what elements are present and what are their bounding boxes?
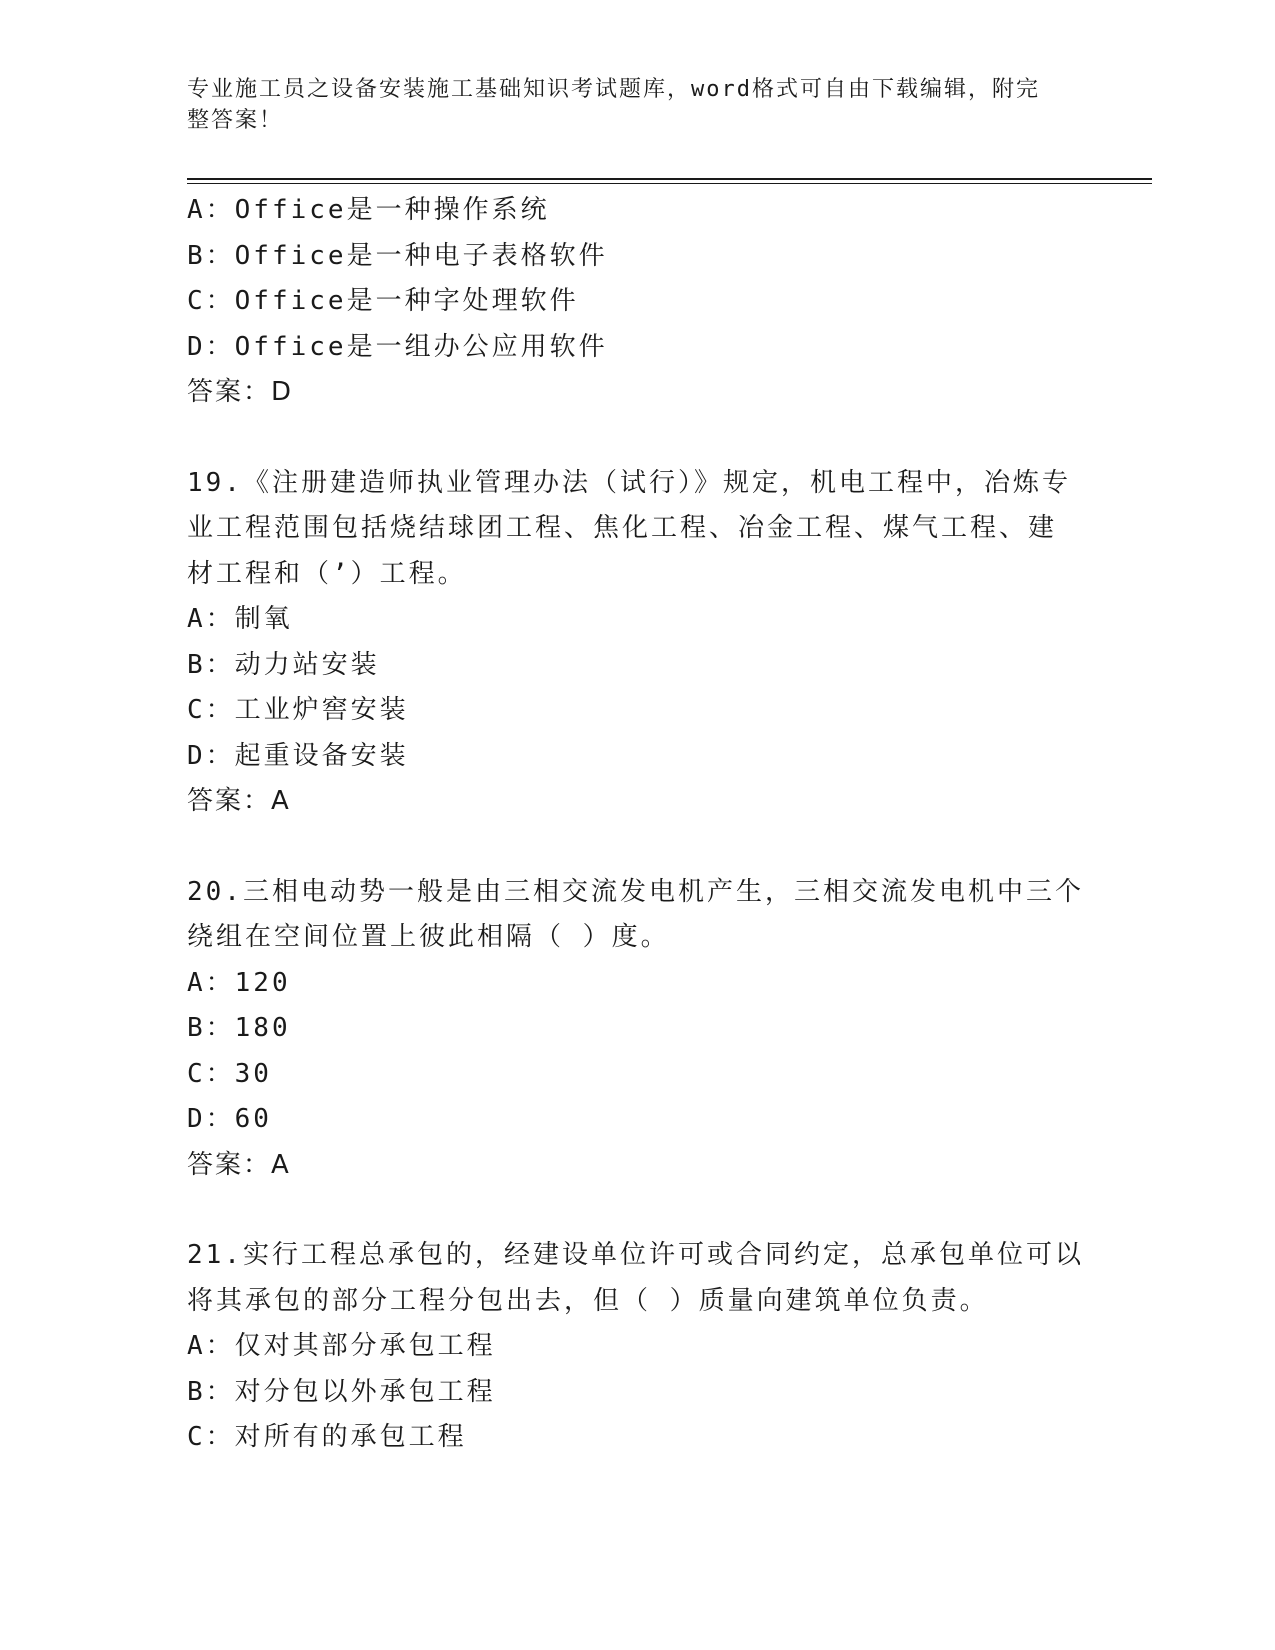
question-text-line: 19.《注册建造师执业管理办法（试行）》规定，机电工程中，冶炼专 <box>187 467 1071 498</box>
question-text-line: 材工程和（’）工程。 <box>187 558 467 589</box>
option-d: D：起重设备安装 <box>187 740 409 771</box>
answer: 答案：A <box>187 786 291 816</box>
option-d: D：Office是一组办公应用软件 <box>187 331 608 362</box>
spacer <box>187 825 1087 870</box>
option-a: A：120 <box>187 967 291 998</box>
question-content <box>187 188 1087 1461</box>
question-text-line: 20.三相电动势一般是由三相交流发电机产生，三相交流发电机中三个 <box>187 876 1084 907</box>
answer: 答案：D <box>187 377 294 407</box>
option-b: B：Office是一种电子表格软件 <box>187 240 608 271</box>
option-d: D：60 <box>187 1104 272 1134</box>
question-text-line: 将其承包的部分工程分包出去，但（ ）质量向建筑单位负责。 <box>187 1285 989 1316</box>
question-text-line: 绕组在空间位置上彼此相隔（ ）度。 <box>187 922 670 952</box>
document-header <box>187 74 1067 136</box>
option-a: A：制氧 <box>187 604 293 634</box>
option-b: B：对分包以外承包工程 <box>187 1376 496 1407</box>
question-18-block <box>187 188 1087 416</box>
question-text-line: 业工程范围包括烧结球团工程、焦化工程、冶金工程、煤气工程、建 <box>187 513 1058 543</box>
option-c: C：工业炉窖安装 <box>187 695 409 725</box>
header-divider-thick <box>187 178 1152 180</box>
option-a: A：Office是一种操作系统 <box>187 195 550 225</box>
answer: 答案：A <box>187 1149 291 1180</box>
option-c: C：30 <box>187 1058 272 1089</box>
header-divider-thin <box>187 183 1152 184</box>
spacer <box>187 1188 1087 1233</box>
question-text-line: 21.实行工程总承包的，经建设单位许可或合同约定，总承包单位可以 <box>187 1240 1084 1270</box>
option-b: B：180 <box>187 1013 291 1043</box>
header-title-line-2: 整答案！ <box>187 108 284 133</box>
spacer <box>187 416 1087 461</box>
question-19-block <box>187 461 1087 825</box>
option-c: C：Office是一种字处理软件 <box>187 286 579 316</box>
header-title-line-1: 专业施工员之设备安装施工基础知识考试题库，word格式可自由下载编辑，附完 <box>187 77 1040 102</box>
option-b: B：动力站安装 <box>187 649 380 680</box>
question-20-block <box>187 870 1087 1189</box>
option-c: C：对所有的承包工程 <box>187 1422 467 1452</box>
question-21-block <box>187 1233 1087 1461</box>
option-a: A：仅对其部分承包工程 <box>187 1331 496 1361</box>
